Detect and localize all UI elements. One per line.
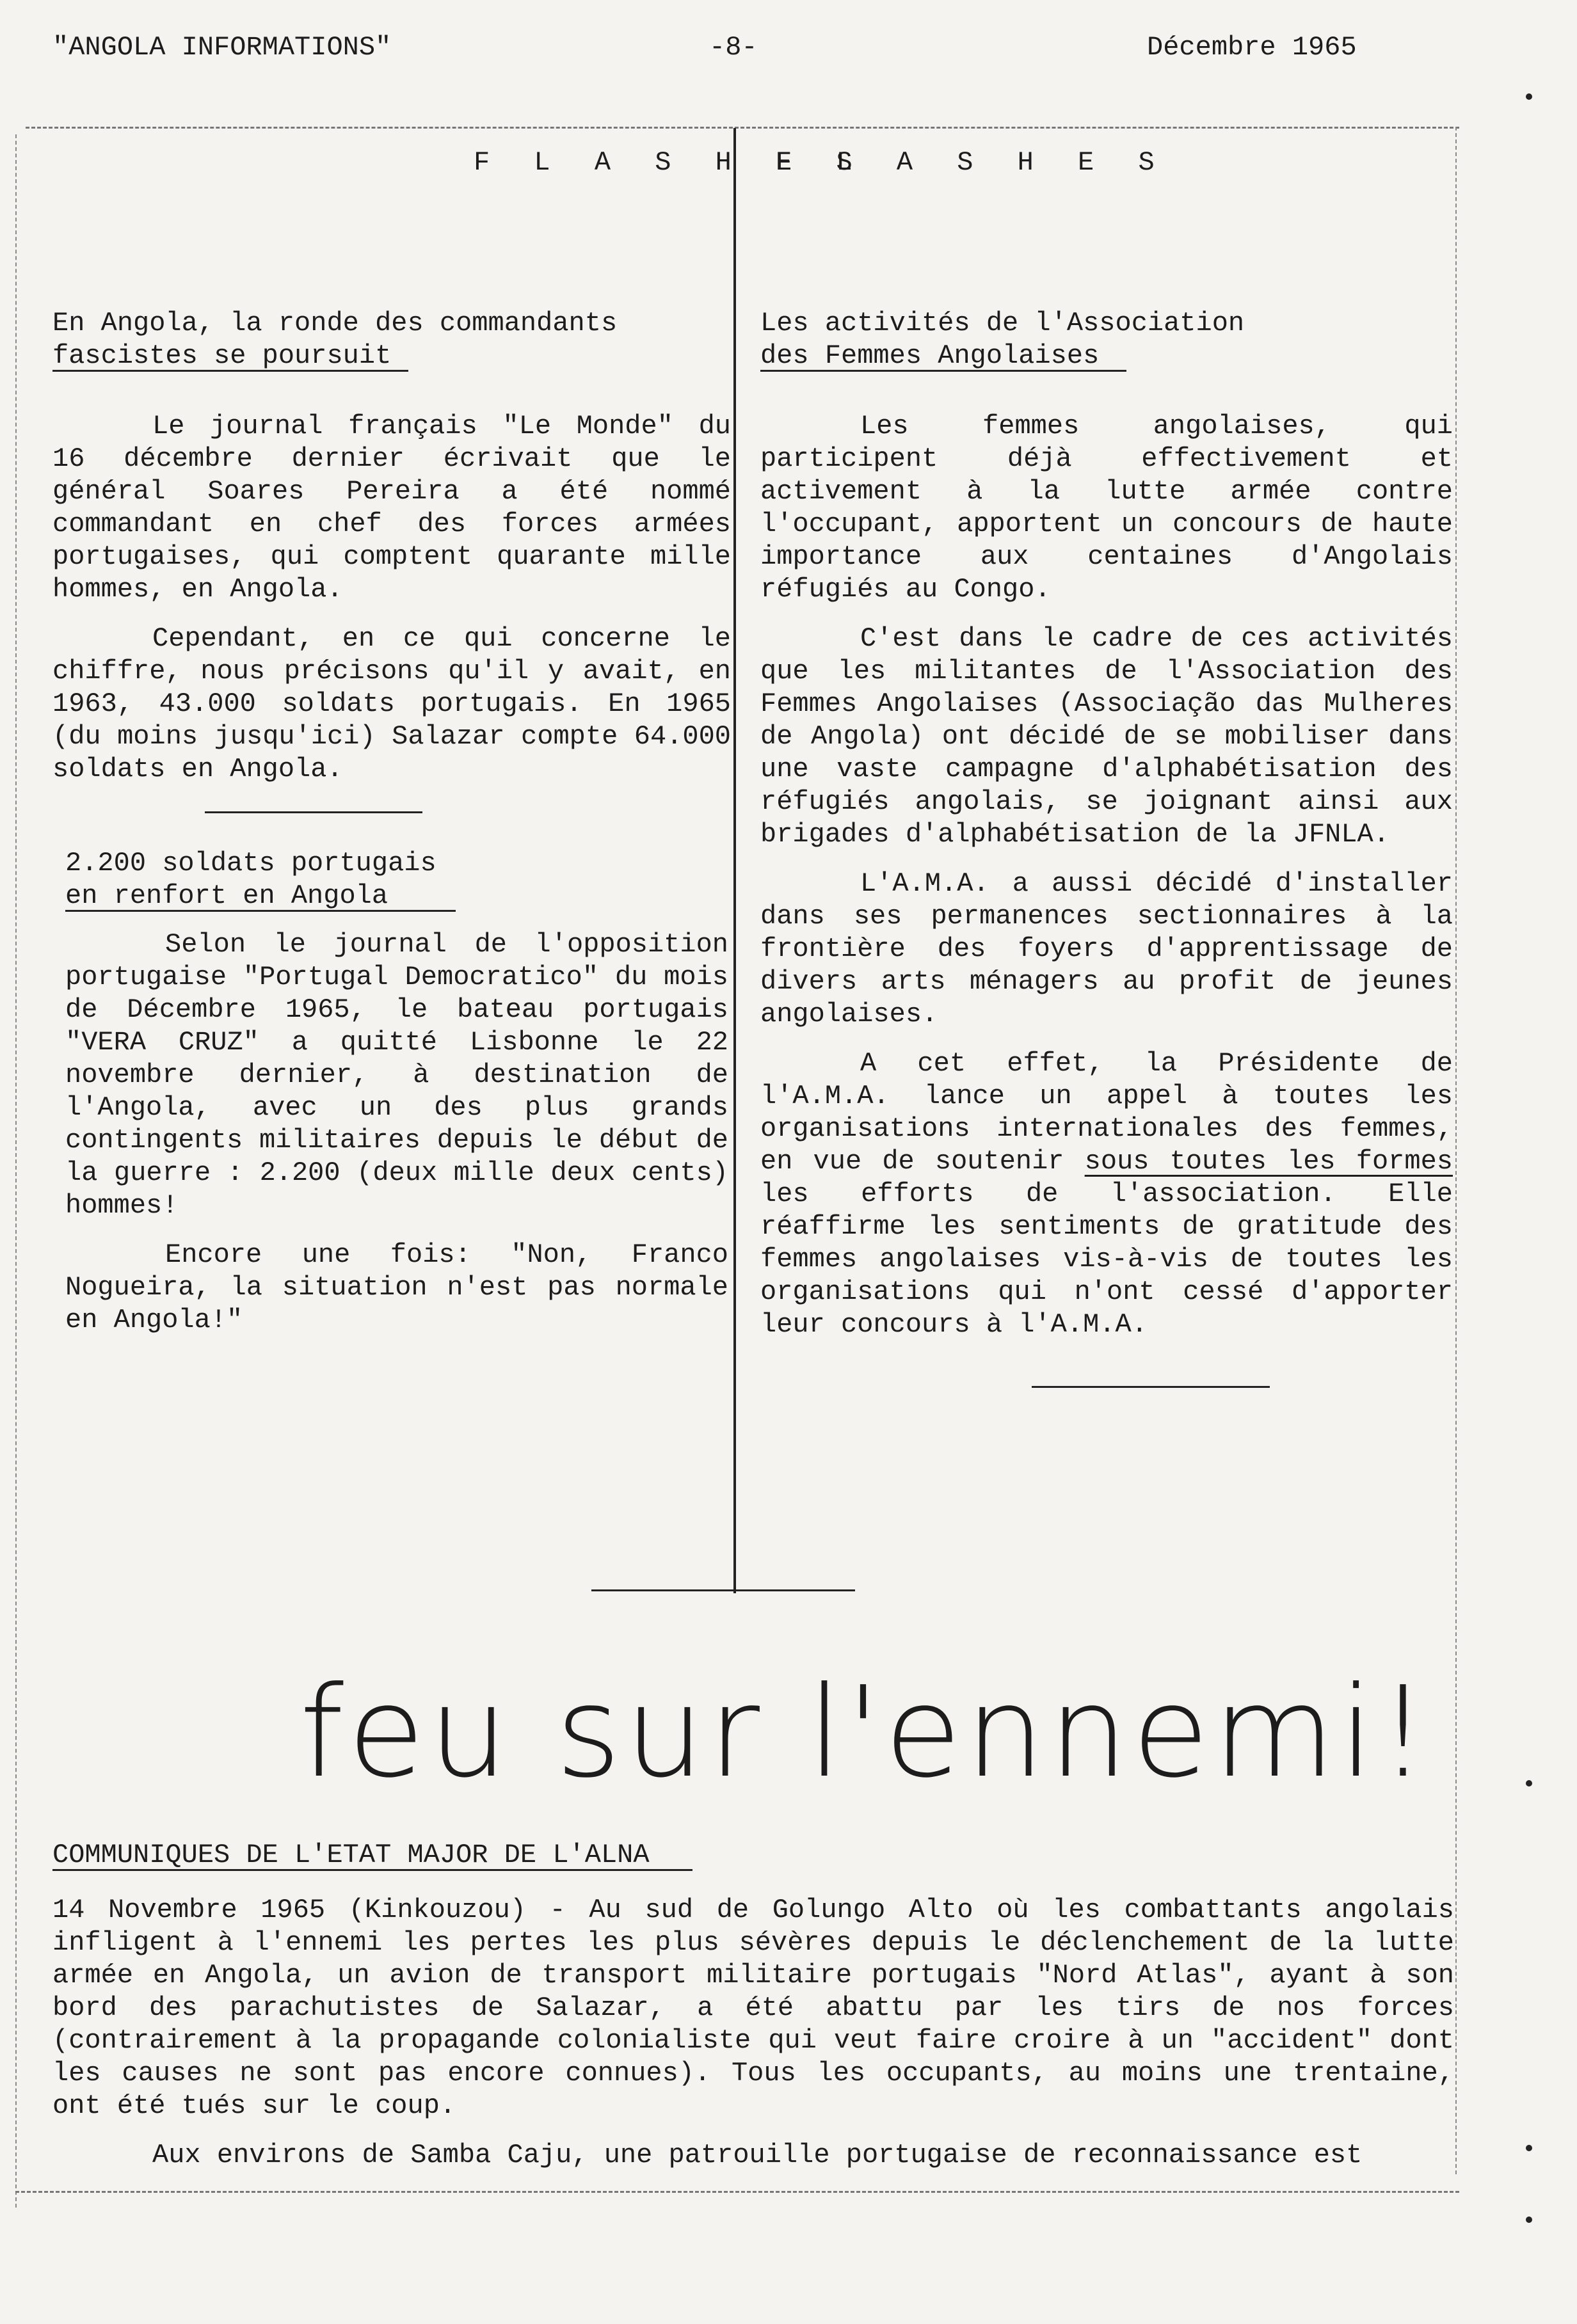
article-title-line: 2.200 soldats portugais [65, 848, 436, 879]
article-title-line: En Angola, la ronde des commandants [52, 308, 618, 338]
flashes-banner-left: F L A S H E S [474, 147, 867, 178]
communique-paragraph: Aux environs de Samba Caju, une patrouille portugaise de reconnaissance est [152, 2140, 1363, 2170]
article-title-line: en renfort en Angola [65, 880, 388, 911]
separator-rule [1032, 1386, 1270, 1388]
article-paragraph: L'A.M.A. a aussi décidé d'installer dans ses permanences sectionnaires à la frontière des foyers d'apprentissage de divers arts ménagers au profit de jeunes angolaises. [760, 868, 1453, 1030]
paragraph-text: A cet effet, la Présidente de l'A.M.A. lance un appel à toutes les organisations internationales des femmes, en vue de soutenir [760, 1048, 1453, 1177]
article-paragraph: Encore une fois: "Non, Franco Nogueira, la situation n'est pas normale en Angola!" [65, 1239, 728, 1335]
underlined-phrase: sous toutes les formes [1084, 1146, 1453, 1177]
communiques-title: COMMUNIQUES DE L'ETAT MAJOR DE L'ALNA [52, 1840, 650, 1870]
article-paragraph: Cependant, en ce qui concerne le chiffre, nous précisons qu'il y avait, en 1963, 43.000 soldats portugais. En 1965 (du moins jusqu'ici) Salazar compte 64.000 soldats en Angola. [52, 623, 731, 784]
margin-dot [1526, 2217, 1532, 2223]
article-title-line: des Femmes Angolaises [760, 340, 1100, 371]
article-paragraph: Selon le journal de l'opposition portugaise "Portugal Democratico" du mois de Décembre 1965, le bateau portugais "VERA CRUZ" a quitté Lisbonne le 22 novembre dernier, à destination de l'Angola, avec un des plus grands contingents militaires depuis le début de la guerre : 2.200 (deux mille deux cents) hommes! [65, 929, 728, 1221]
column-divider [733, 128, 736, 1593]
article-paragraph: Les femmes angolaises, qui participent déjà effectivement et activement à la lutte armée contre l'occupant, apportent un concours de haute importance aux centaines d'Angolais réfugiés au Congo. [760, 411, 1453, 605]
page-number: -8- [709, 32, 758, 63]
article-commandants [52, 307, 731, 786]
article-title-line: Les activités de l'Association [760, 308, 1245, 338]
margin-dot [1526, 1780, 1532, 1787]
top-frame-rule [26, 127, 1459, 129]
communiques-section [52, 1839, 1454, 2172]
bottom-frame-rule [15, 2191, 1459, 2193]
article-title-line: fascistes se poursuit [52, 340, 392, 371]
communique-paragraph: 14 Novembre 1965 (Kinkouzou) - Au sud de Golungo Alto où les combattants angolais infligent à l'ennemi les pertes les plus sévères depuis le déclenchement de la lutte armée en Angola, un avion de transport militaire portugais "Nord Atlas", ayant à son bord des parachutistes de Salazar, a été abattu par les tirs de nos forces (contrairement à la propagande colonialiste qui veut faire croire à un "accident" dont les causes ne sont pas encore connues). Tous les occupants, au moins une trentaine, ont été tués sur le coup. [52, 1895, 1454, 2121]
article-femmes-angolaises [760, 307, 1453, 1341]
flashes-banner-right: F L A S H E S [776, 147, 1169, 178]
margin-dot [1526, 2145, 1532, 2151]
header-date: Décembre 1965 [1147, 32, 1357, 63]
left-margin-line [15, 134, 17, 2208]
separator-rule [205, 811, 422, 813]
column-end-rule [591, 1589, 855, 1591]
article-paragraph [760, 1047, 1453, 1341]
paragraph-text: les efforts de l'association. Elle réaffirme les sentiments de gratitude des femmes angolaises vis-à-vis de toutes les organisations qui n'ont cessé d'apporter leur concours à l'A.M.A. [760, 1179, 1453, 1340]
right-margin-line [1455, 127, 1457, 2174]
article-renfort [65, 847, 728, 1337]
article-paragraph: Le journal français "Le Monde" du 16 décembre dernier écrivait que le général Soares Pereira a été nommé commandant en chef des forces armées portugaises, qui comptent quarante mille hommes, en Angola. [52, 411, 731, 605]
article-paragraph: C'est dans le cadre de ces activités que les militantes de l'Association des Femmes Angolaises (Associação das Mulheres de Angola) ont décidé de se mobiliser dans une vaste campagne d'alphabétisation des réfugiés angolais, se joignant ainsi aux brigades d'alphabétisation de la JFNLA. [760, 623, 1453, 850]
margin-dot [1526, 93, 1532, 100]
headline-feu-sur-l-ennemi: feu sur l'ennemi! [300, 1660, 1432, 1806]
running-header-title: "ANGOLA INFORMATIONS" [52, 32, 392, 63]
